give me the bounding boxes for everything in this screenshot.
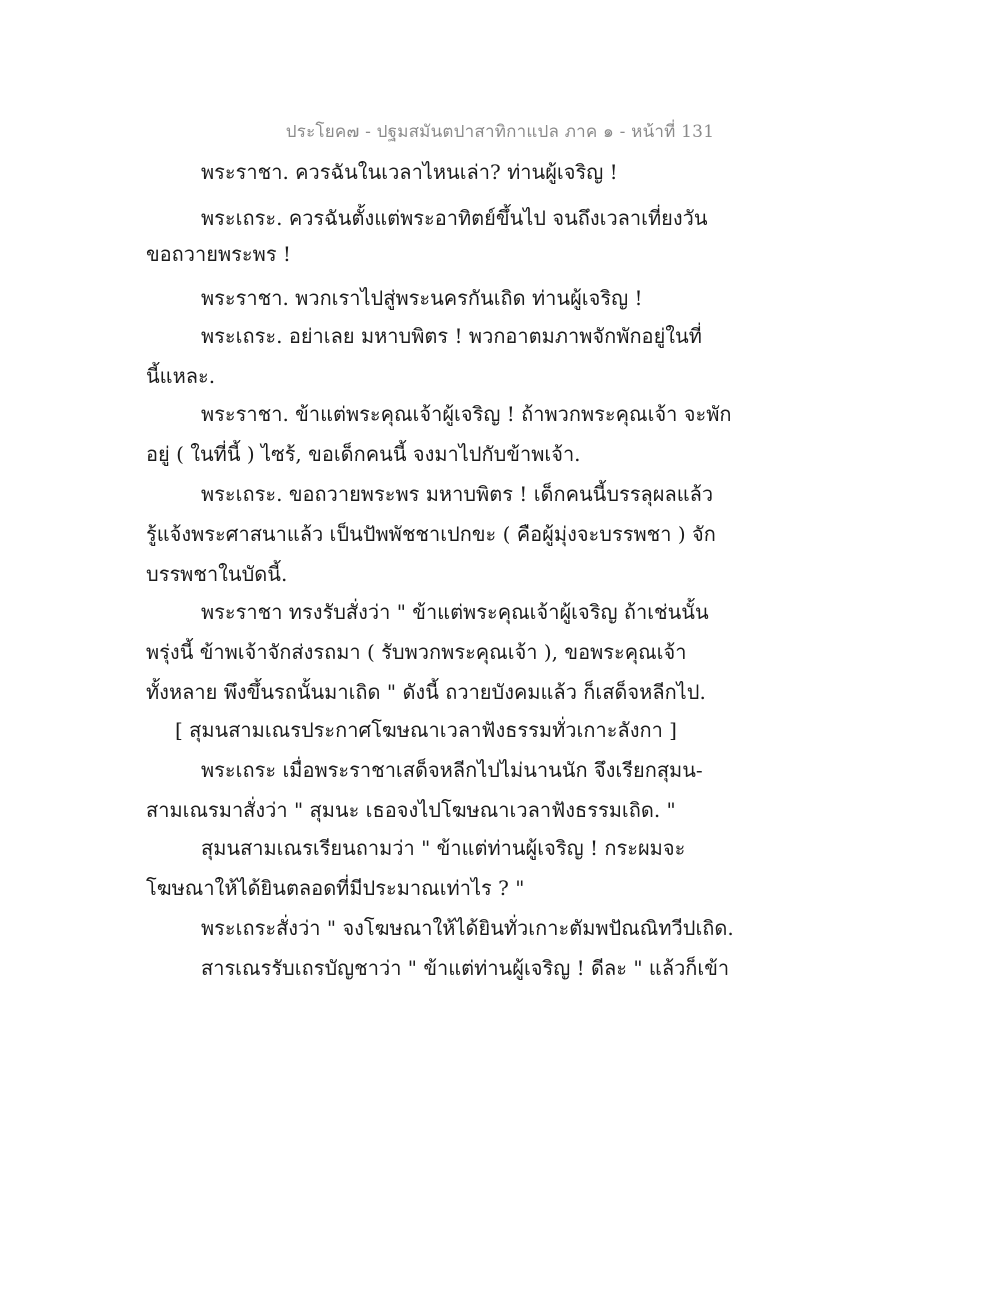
text-line: พระเถระ. ควรฉันตั้งแต่พระอาทิตย์ขึ้นไป จนถึงเวลาเที่ยงวัน xyxy=(201,206,708,230)
text-line: สุมนสามเณรเรียนถามว่า " ข้าแต่ท่านผู้เจริญ ! กระผมจะ xyxy=(201,836,686,860)
text-line: ขอถวายพระพร ! xyxy=(146,242,291,266)
text-line: พระราชา. ควรฉันในเวลาไหนเล่า? ท่านผู้เจริญ ! xyxy=(201,160,618,184)
text-line: พรุ่งนี้ ข้าพเจ้าจักส่งรถมา ( รับพวกพระคุณเจ้า ), ขอพระคุณเจ้า xyxy=(146,640,687,664)
text-line: สารเณรรับเถรบัญชาว่า " ข้าแต่ท่านผู้เจริญ ! ดีละ " แล้วก็เข้า xyxy=(201,956,730,980)
text-line: รู้แจ้งพระศาสนาแล้ว เป็นปัพพัชชาเปกขะ ( คือผู้มุ่งจะบรรพชา ) จัก xyxy=(146,522,716,546)
text-line: โฆษณาให้ได้ยินตลอดที่มีประมาณเท่าไร ? " xyxy=(146,876,525,900)
text-line: อยู่ ( ในที่นี้ ) ไซร้, ขอเด็กคนนี้ จงมาไปกับข้าพเจ้า. xyxy=(146,442,581,466)
text-line: บรรพชาในบัดนี้. xyxy=(146,562,288,586)
text-line: พระเถระ. ขอถวายพระพร มหาบพิตร ! เด็กคนนี้บรรลุผลแล้ว xyxy=(201,482,714,506)
text-line: พระเถระสั่งว่า " จงโฆษณาให้ได้ยินทั่วเกาะตัมพปัณณิทวีปเถิด. xyxy=(201,916,734,940)
text-line: พระเถระ เมื่อพระราชาเสด็จหลีกไปไม่นานนัก จึงเรียกสุมน- xyxy=(201,758,703,782)
text-line: พระราชา ทรงรับสั่งว่า " ข้าแต่พระคุณเจ้าผู้เจริญ ถ้าเช่นนั้น xyxy=(201,600,709,624)
text-line: พระราชา. พวกเราไปสู่พระนครกันเถิด ท่านผู้เจริญ ! xyxy=(201,286,643,310)
section-heading: [ สุมนสามเณรประกาศโฆษณาเวลาฟังธรรมทั่วเกาะลังกา ] xyxy=(175,718,677,742)
text-line: นี้แหละ. xyxy=(146,364,216,388)
text-line: ทั้งหลาย พึงขึ้นรถนั้นมาเถิด " ดังนี้ ถวายบังคมแล้ว ก็เสด็จหลีกไป. xyxy=(146,680,706,704)
text-line: พระเถระ. อย่าเลย มหาบพิตร ! พวกอาตมภาพจักพักอยู่ในที่ xyxy=(201,324,702,348)
text-line: พระราชา. ข้าแต่พระคุณเจ้าผู้เจริญ ! ถ้าพวกพระคุณเจ้า จะพัก xyxy=(201,402,732,426)
text-line: สามเณรมาสั่งว่า " สุมนะ เธอจงไปโฆษณาเวลาฟังธรรมเถิด. " xyxy=(146,798,676,822)
page-header: ประโยค๗ - ปฐมสมันตปาสาทิกาแปล ภาค ๑ - หน้าที่ 131 xyxy=(285,122,715,142)
